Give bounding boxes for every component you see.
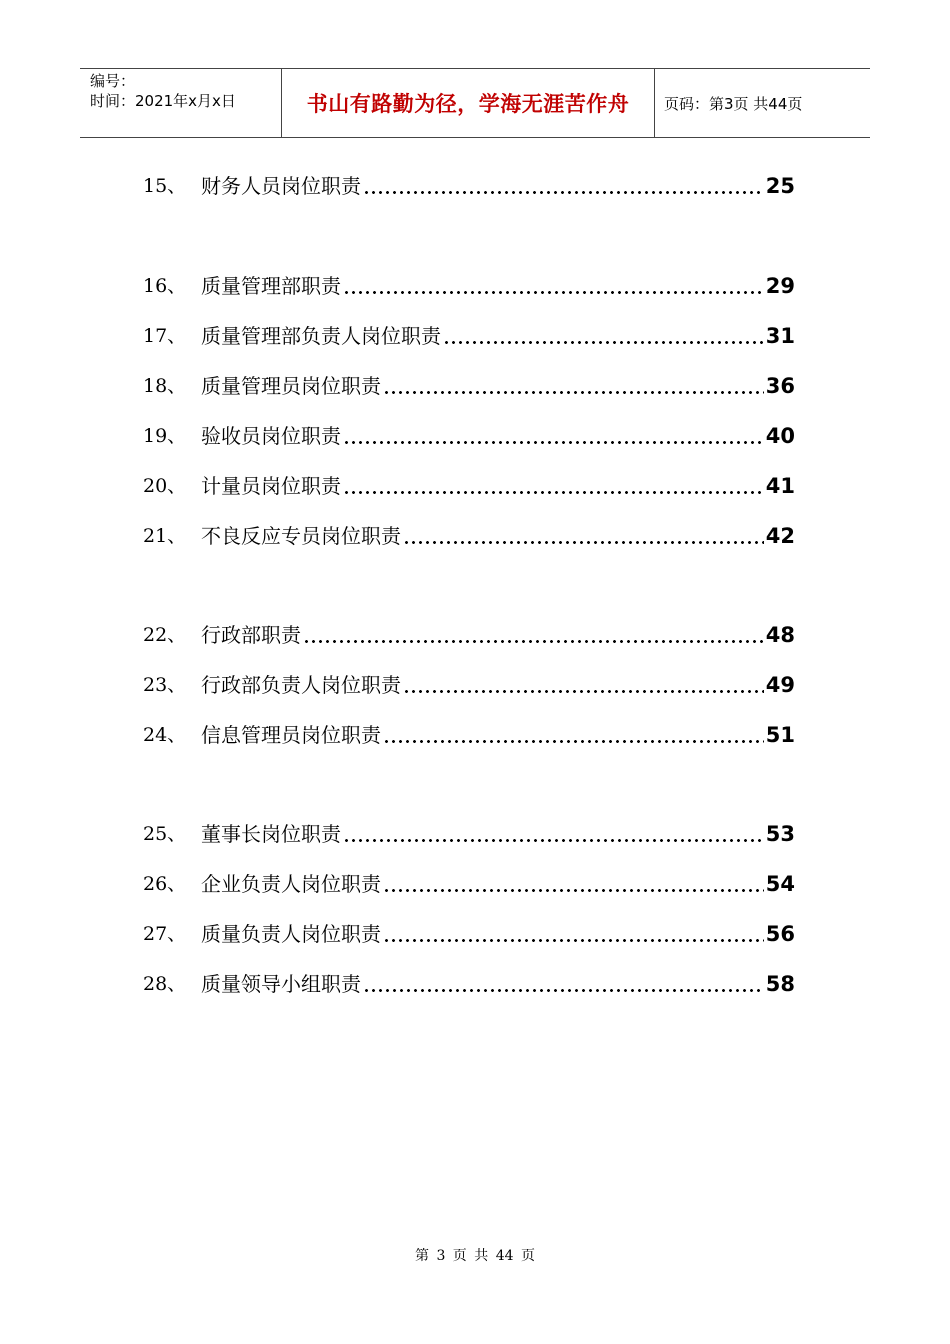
- toc-entry-page: 51: [765, 723, 795, 747]
- toc-entry-page: 49: [765, 673, 795, 697]
- dot-leader: [383, 721, 764, 749]
- dot-leader: [383, 870, 764, 898]
- dot-leader: [303, 621, 764, 649]
- header-motto: 书山有路勤为径，学海无涯苦作舟: [306, 92, 630, 116]
- toc-entry-page: 42: [765, 524, 795, 548]
- dot-leader: [363, 970, 764, 998]
- toc-entry-number: 16、: [143, 275, 187, 297]
- toc-entry-number: 15、: [143, 175, 187, 197]
- dot-leader: [383, 372, 764, 400]
- toc-entry[interactable]: [143, 366, 795, 400]
- doc-time-label: 时间：2021年x月x日: [90, 92, 236, 110]
- toc-entry-title: 质量管理部职责: [201, 274, 341, 298]
- toc-entry-title: 计量员岗位职责: [201, 474, 341, 498]
- toc-entry-page: 54: [765, 872, 795, 896]
- toc-entry-title: 财务人员岗位职责: [201, 174, 361, 198]
- toc-entry-page: 58: [765, 972, 795, 996]
- dot-leader: [403, 522, 764, 550]
- toc-entry-title: 信息管理员岗位职责: [201, 723, 381, 747]
- toc-entry[interactable]: [143, 516, 795, 550]
- toc-entry-page: 29: [765, 274, 795, 298]
- dot-leader: [343, 820, 764, 848]
- toc-entry-title: 验收员岗位职责: [201, 424, 341, 448]
- toc-entry[interactable]: [143, 466, 795, 500]
- toc-entry-number: 19、: [143, 425, 187, 447]
- toc-entry[interactable]: [143, 864, 795, 898]
- footer-page-number: 第 3 页 共 44 页: [415, 1248, 535, 1264]
- toc-entry[interactable]: [143, 615, 795, 649]
- toc-entry[interactable]: [143, 914, 795, 948]
- toc-entry[interactable]: [143, 964, 795, 998]
- toc-entry-number: 25、: [143, 823, 187, 845]
- toc-entry-title: 企业负责人岗位职责: [201, 872, 381, 896]
- toc-entry-number: 26、: [143, 873, 187, 895]
- toc-entry-title: 质量管理部负责人岗位职责: [201, 324, 441, 348]
- dot-leader: [443, 322, 764, 350]
- toc-entry-number: 20、: [143, 475, 187, 497]
- toc-entry[interactable]: [143, 665, 795, 699]
- toc-entry-title: 质量管理员岗位职责: [201, 374, 381, 398]
- toc-entry-page: 53: [765, 822, 795, 846]
- dot-leader: [343, 472, 764, 500]
- toc-entry-title: 行政部职责: [201, 623, 301, 647]
- toc-entry-number: 28、: [143, 973, 187, 995]
- toc-entry-number: 22、: [143, 624, 187, 646]
- toc-entry-page: 41: [765, 474, 795, 498]
- toc-entry-page: 36: [765, 374, 795, 398]
- toc-entry-page: 48: [765, 623, 795, 647]
- toc-entry[interactable]: [143, 266, 795, 300]
- toc-entry-title: 质量领导小组职责: [201, 972, 361, 996]
- toc-entry-page: 31: [765, 324, 795, 348]
- doc-number-label: 编号：: [90, 72, 136, 90]
- toc-entry[interactable]: [143, 166, 795, 200]
- toc-entry[interactable]: [143, 715, 795, 749]
- toc-entry-number: 21、: [143, 525, 187, 547]
- toc-entry-number: 27、: [143, 923, 187, 945]
- toc-entry-title: 质量负责人岗位职责: [201, 922, 381, 946]
- toc-entry-title: 董事长岗位职责: [201, 822, 341, 846]
- dot-leader: [403, 671, 764, 699]
- toc-entry-page: 56: [765, 922, 795, 946]
- dot-leader: [363, 172, 764, 200]
- toc-entry-page: 25: [765, 174, 795, 198]
- toc-entry-title: 不良反应专员岗位职责: [201, 524, 401, 548]
- toc-entry-number: 17、: [143, 325, 187, 347]
- toc-entry-page: 40: [765, 424, 795, 448]
- toc-entry-number: 24、: [143, 724, 187, 746]
- header-page-info: 页码：第3页 共44页: [664, 94, 803, 113]
- dot-leader: [343, 272, 764, 300]
- toc-entry[interactable]: [143, 316, 795, 350]
- toc-entry-number: 23、: [143, 674, 187, 696]
- toc-entry-title: 行政部负责人岗位职责: [201, 673, 401, 697]
- dot-leader: [343, 422, 764, 450]
- toc-entry[interactable]: [143, 416, 795, 450]
- toc-entry[interactable]: [143, 814, 795, 848]
- dot-leader: [383, 920, 764, 948]
- page-footer: [0, 1245, 950, 1265]
- toc-entry-number: 18、: [143, 375, 187, 397]
